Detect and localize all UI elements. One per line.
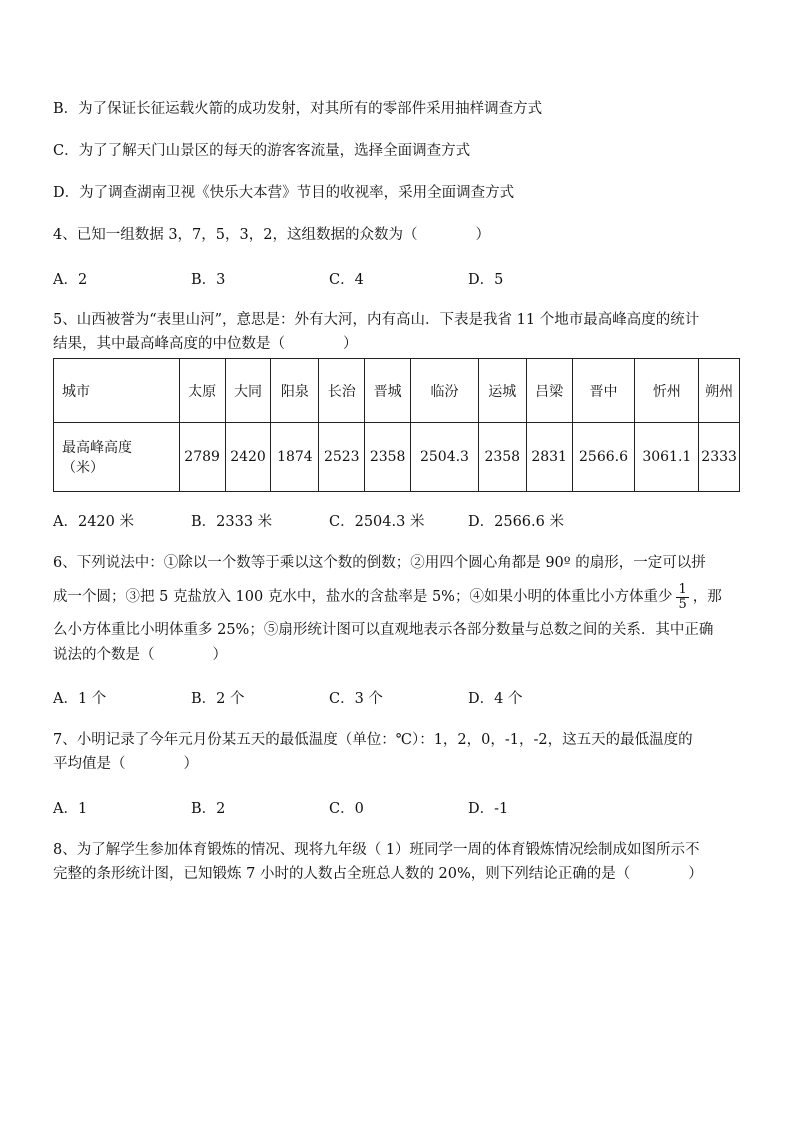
fraction	[676, 583, 688, 612]
q5-option-a: A．2420 米	[53, 514, 134, 530]
q6-line2-before: 成一个圆；③把 5 克盐放入 100 克水中，盐水的含盐率是 5%；④如果小明的体重比小方体重少	[53, 589, 673, 605]
row-label-line2: （米）	[62, 460, 104, 476]
q4-option-b: B．3	[191, 272, 226, 288]
q6-line1: 6、下列说法中：①除以一个数等于乘以这个数的倒数；②用四个圆心角都是 90º 的扇形，一定可以拼	[53, 555, 706, 571]
q7-options	[53, 797, 743, 817]
q5-options	[53, 510, 743, 530]
height-cell: 2420	[225, 423, 271, 492]
height-cell: 2566.6	[572, 423, 635, 492]
q7-option-c: C．0	[329, 801, 364, 817]
city-cell: 忻州	[635, 359, 699, 423]
height-cell: 2523	[319, 423, 365, 492]
q4-options	[53, 268, 743, 288]
q6-option-d: D．4 个	[468, 691, 523, 707]
q7-option-d: D．-1	[468, 801, 509, 817]
city-cell: 晋中	[572, 359, 635, 423]
q6-options	[53, 687, 743, 707]
q7-line1: 7、小明记录了今年元月份某五天的最低温度（单位：℃）：1，2，0，-1，-2，这五天的最低温度的	[53, 732, 693, 748]
q5-stem-line2: 结果，其中最高峰高度的中位数是（ ）	[53, 336, 358, 352]
table-row-heights	[54, 423, 740, 492]
city-cell: 长治	[319, 359, 365, 423]
city-cell: 太原	[179, 359, 225, 423]
height-cell: 2789	[179, 423, 225, 492]
q6-line4: 说法的个数是（ ）	[53, 647, 227, 663]
q5-option-b: B．2333 米	[191, 514, 273, 530]
height-cell: 3061.1	[635, 423, 699, 492]
q7-option-a: A．1	[53, 801, 88, 817]
row-label-line1: 最高峰高度	[62, 440, 132, 456]
city-cell: 运城	[478, 359, 526, 423]
fraction-numerator: 1	[678, 581, 687, 597]
q6-option-c: C．3 个	[329, 691, 383, 707]
height-cell: 2358	[365, 423, 411, 492]
q6-line2	[53, 577, 722, 617]
q4-option-d: D．5	[468, 272, 504, 288]
height-cell: 2333	[699, 423, 740, 492]
q5-option-c: C．2504.3 米	[329, 514, 425, 530]
table-row-cities	[54, 359, 740, 423]
city-cell: 晋城	[365, 359, 411, 423]
q5-option-d: D．2566.6 米	[468, 514, 564, 530]
q7-line2: 平均值是（ ）	[53, 756, 198, 772]
height-cell: 2504.3	[411, 423, 479, 492]
q3-option-d: D．为了调查湖南卫视《快乐大本营》节目的收视率，采用全面调查方式	[53, 185, 515, 201]
q4-option-c: C．4	[329, 272, 364, 288]
row-label	[54, 423, 180, 492]
city-cell: 临汾	[411, 359, 479, 423]
header-label: 城市	[54, 359, 180, 423]
q4-option-a: A．2	[53, 272, 88, 288]
height-cell: 2358	[478, 423, 526, 492]
city-cell: 吕梁	[526, 359, 572, 423]
city-cell: 朔州	[699, 359, 740, 423]
q6-option-b: B．2 个	[191, 691, 245, 707]
q4-stem: 4、已知一组数据 3，7，5，3，2，这组数据的众数为（ ）	[53, 227, 490, 243]
q6-line3: 么小方体重比小明体重多 25%；⑤扇形统计图可以直观地表示各部分数量与总数之间的关系．其中正确	[53, 622, 714, 638]
height-table	[53, 358, 740, 492]
q8-line1: 8、为了解学生参加体育锻炼的情况、现将九年级（ 1）班同学一周的体育锻炼情况绘制成如图所示不	[53, 842, 700, 858]
q6-option-a: A．1 个	[53, 691, 107, 707]
q3-option-c: C．为了了解天门山景区的每天的游客客流量，选择全面调查方式	[53, 143, 471, 159]
height-cell: 2831	[526, 423, 572, 492]
q8-line2: 完整的条形统计图，已知锻炼 7 小时的人数占全班总人数的 20%，则下列结论正确的是（ ）	[53, 866, 703, 882]
height-cell: 1874	[271, 423, 319, 492]
city-cell: 大同	[225, 359, 271, 423]
q7-option-b: B．2	[191, 801, 226, 817]
fraction-denominator: 5	[678, 596, 687, 612]
city-cell: 阳泉	[271, 359, 319, 423]
q6-line2-after: ，那	[692, 589, 722, 605]
q5-stem-line1: 5、山西被誉为“表里山河”，意思是：外有大河，内有高山．下表是我省 11 个地市最高峰高度的统计	[53, 312, 700, 328]
q3-option-b: B．为了保证长征运载火箭的成功发射，对其所有的零部件采用抽样调查方式	[53, 101, 543, 117]
